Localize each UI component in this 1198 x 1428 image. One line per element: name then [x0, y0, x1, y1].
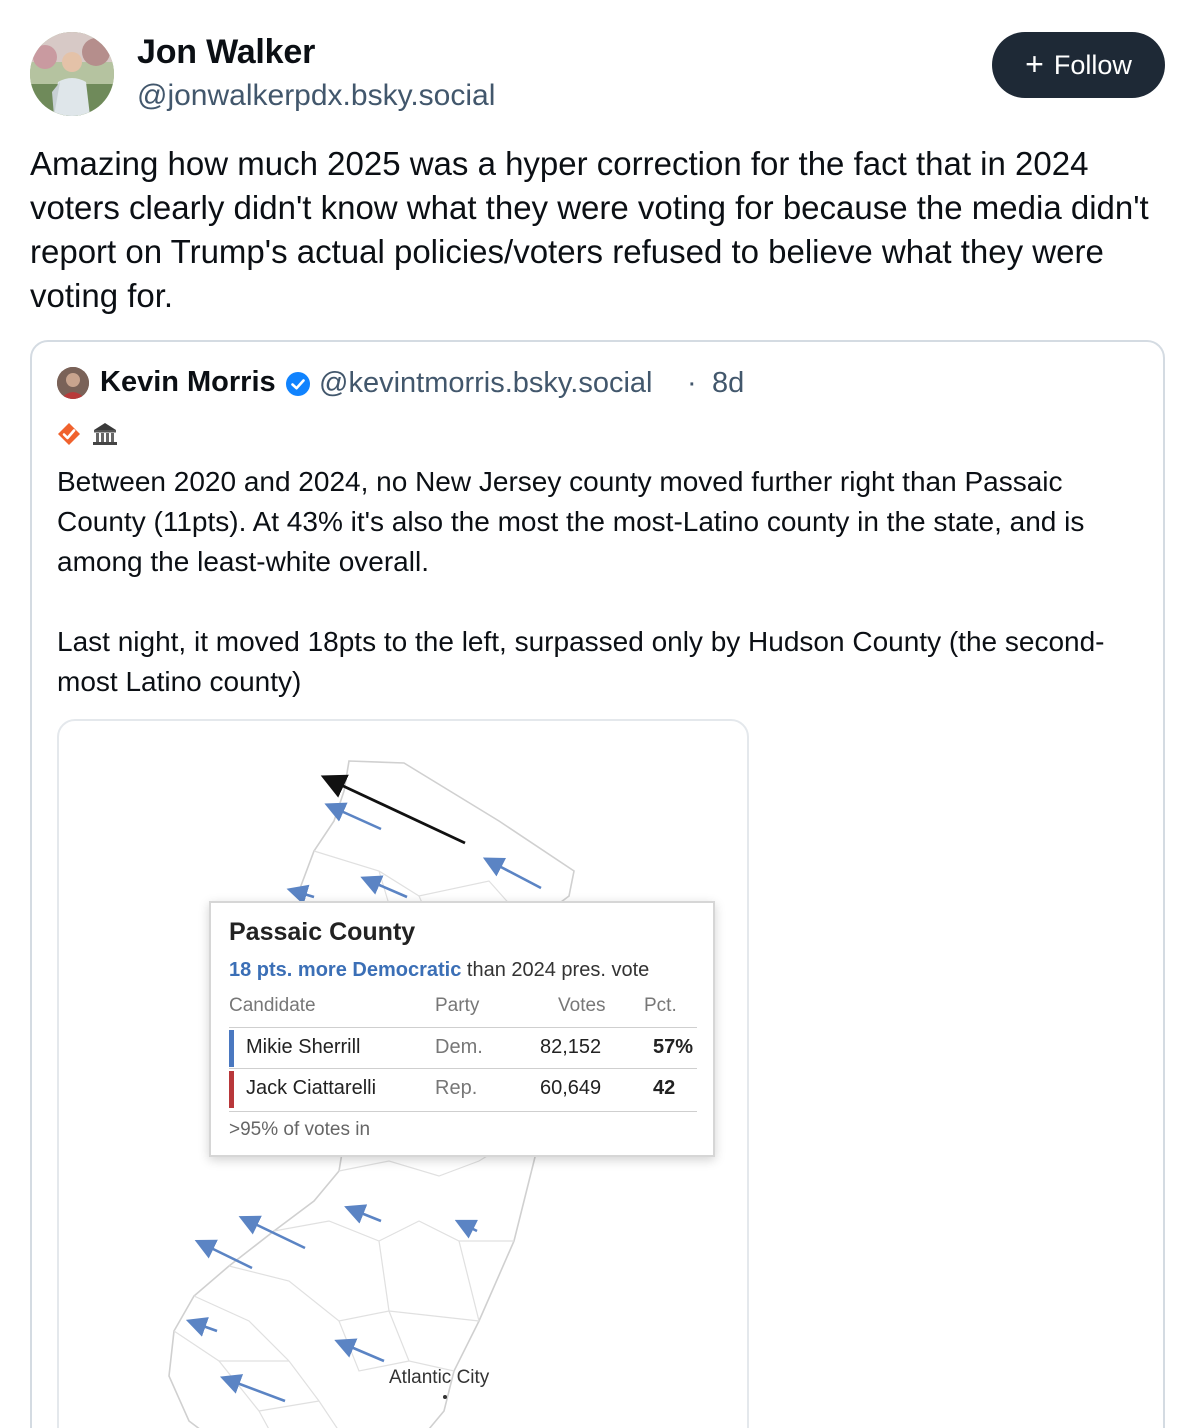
follow-button[interactable] — [992, 32, 1165, 98]
plus-icon: + — [1025, 45, 1044, 82]
table-row — [229, 1027, 697, 1068]
tooltip-title: Passaic County — [229, 918, 416, 946]
author-avatar-image — [30, 32, 114, 116]
tooltip-subtitle-rest: than 2024 pres. vote — [466, 959, 650, 981]
candidate-pct: 42 — [653, 1077, 676, 1099]
author-avatar[interactable] — [30, 32, 114, 116]
passaic-highlight-arrow — [341, 785, 465, 843]
party-color-bar — [229, 1030, 234, 1067]
candidate-name: Jack Ciattarelli — [246, 1077, 377, 1099]
map-label-atlantic-city: Atlantic City — [389, 1367, 490, 1388]
profile-badges — [57, 420, 119, 448]
header-party: Party — [435, 995, 480, 1016]
orange-check-badge-icon[interactable] — [57, 422, 81, 446]
tooltip-footer: >95% of votes in — [229, 1119, 371, 1140]
quoted-paragraph-2: Last night, it moved 18pts to the left, surpassed only by Hudson County (the second-most Latino county) — [57, 626, 1105, 697]
city-marker — [443, 1395, 447, 1399]
header-votes: Votes — [558, 995, 606, 1016]
quoted-author-name[interactable]: Kevin Morris — [100, 366, 276, 398]
author-handle[interactable]: @jonwalkerpdx.bsky.social — [137, 79, 496, 112]
table-divider — [229, 1111, 697, 1112]
quoted-avatar-image — [57, 367, 89, 399]
candidate-name: Mikie Sherrill — [246, 1036, 361, 1058]
follow-label: Follow — [1053, 49, 1132, 80]
candidate-votes: 60,649 — [540, 1077, 602, 1099]
tooltip-subtitle-highlight: 18 pts. more Democratic — [229, 959, 462, 981]
quoted-post[interactable] — [30, 340, 1165, 1428]
post-text: Amazing how much 2025 was a hyper correction for the fact that in 2024 voters clearly didn't know what they were voting for because the media didn't report on Trump's actual policies/voters refused to believe what they were voting for. — [30, 145, 1149, 314]
quoted-paragraph-1: Between 2020 and 2024, no New Jersey county moved further right than Passaic County (11pts). At 43% it's also the most the most-Latino county in the state, and is among the least-white overall. — [57, 466, 1085, 577]
table-row — [229, 1068, 697, 1109]
quoted-post-text — [57, 462, 1147, 702]
embedded-image[interactable] — [57, 719, 749, 1428]
quoted-author-handle[interactable]: @kevintmorris.bsky.social — [319, 367, 653, 399]
header-pct: Pct. — [644, 995, 677, 1016]
candidate-party: Dem. — [435, 1036, 483, 1058]
bank-building-icon[interactable] — [91, 420, 119, 448]
candidate-votes: 82,152 — [540, 1036, 602, 1058]
author-name[interactable]: Jon Walker — [137, 33, 316, 71]
header-candidate: Candidate — [229, 995, 316, 1016]
verified-check-icon[interactable] — [285, 371, 311, 397]
candidate-party: Rep. — [435, 1077, 478, 1099]
separator-dot: · — [687, 367, 697, 399]
party-color-bar — [229, 1071, 234, 1108]
tooltip-subtitle — [229, 959, 649, 982]
county-tooltip — [209, 901, 715, 1157]
candidate-pct: 57% — [653, 1036, 694, 1058]
quoted-post-time[interactable]: 8d — [712, 367, 745, 399]
quoted-author-avatar[interactable] — [57, 367, 89, 399]
